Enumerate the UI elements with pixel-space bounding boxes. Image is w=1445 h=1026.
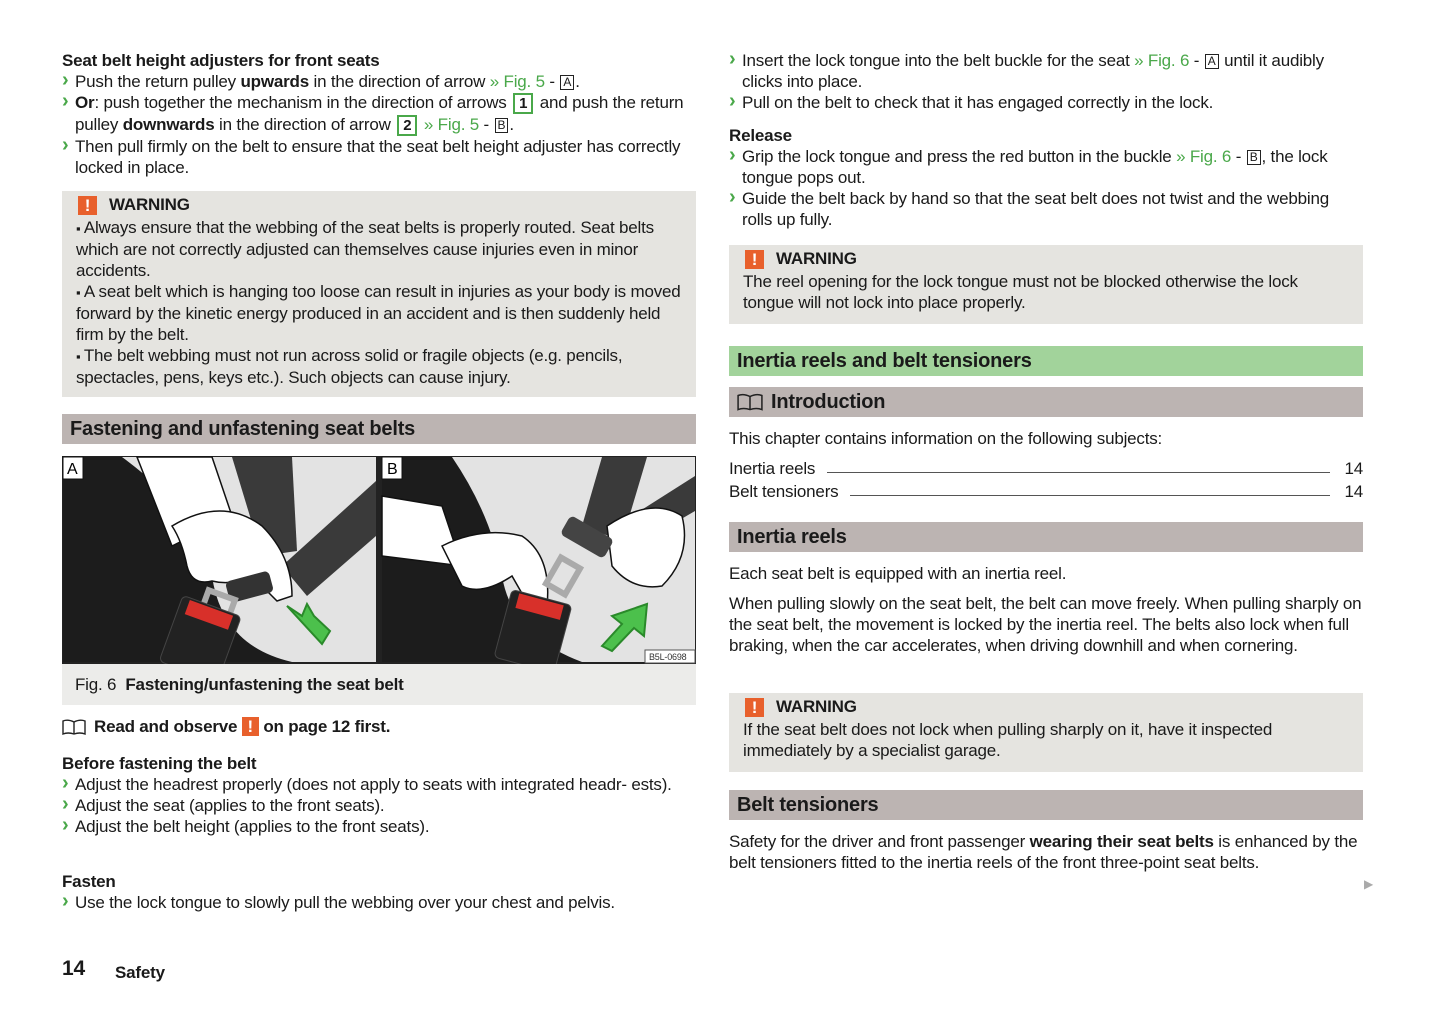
subheading: Release (729, 126, 792, 145)
toc-label: Belt tensioners (729, 482, 839, 501)
intro-header (729, 387, 1363, 417)
panel-label-b: B (387, 461, 398, 478)
warning-title: WARNING (109, 195, 190, 214)
before-fastening (62, 753, 696, 837)
text: is enhanced by the belt tensioners fitted to the inertia reels of the front three-point seat belts. (729, 832, 1358, 872)
warning-item: ▪ Always ensure that the webbing of the seat belts is properly routed. Seat belts which are not correctly adjusted can themselves cause injuries even in minor accidents. (76, 217, 682, 281)
chapter-title: Inertia reels and belt tensioners (729, 346, 1363, 376)
intro-text: This chapter contains information on the following subjects: (729, 429, 1163, 448)
step-item (62, 71, 696, 92)
text: - (544, 72, 560, 91)
section-title: Fastening and unfastening seat belts (62, 414, 696, 444)
paragraph: When pulling slowly on the seat belt, the belt can move freely. When pulling sharply on the seat belt, the movement is locked by the inertia reel. The belts also lock when full braking, when the car accelerates, when driving downhill and when cornering. (729, 594, 1362, 655)
page-number: 14 (62, 957, 85, 980)
text: Safety for the driver and front passenger (729, 832, 1030, 851)
continue-arrow-icon: ▶ (1364, 877, 1374, 891)
figure-code: B5L-0698 (649, 652, 687, 662)
fasten (62, 871, 696, 913)
toc (729, 458, 1363, 502)
warning-box (729, 245, 1363, 324)
figure-part-label: B (495, 118, 509, 133)
step-item (62, 795, 696, 816)
figure-number: Fig. 6 (75, 675, 117, 694)
insert-steps (729, 50, 1363, 113)
text: Insert the lock tongue into the belt buckle for the seat (742, 51, 1135, 70)
warning-icon: ! (242, 717, 259, 736)
height-adjusters (62, 50, 696, 178)
text: and push the return pulley (75, 93, 684, 134)
step-item (62, 774, 696, 795)
text: Then pull firmly on the belt to ensure that the seat belt height adjuster has correctly locked in place. (75, 137, 681, 177)
text: : push together the mechanism in the direction of arrows (94, 93, 512, 112)
step-item (729, 50, 1363, 92)
text: in the direction of arrow (309, 72, 490, 91)
toc-item[interactable] (729, 458, 1363, 479)
text: , the lock tongue pops out. (742, 147, 1328, 187)
warning-text: If the seat belt does not lock when pulling sharply on it, have it inspected immediately by a specialist garage. (743, 720, 1273, 760)
bold-text: wearing their seat belts (1029, 832, 1214, 851)
subheading: Seat belt height adjusters for front seats (62, 51, 380, 70)
text: until it audibly clicks into place. (742, 51, 1324, 91)
warning-text: The reel opening for the lock tongue must not be blocked otherwise the lock tongue will not lock into place properly. (743, 272, 1298, 312)
read-observe (62, 716, 696, 740)
belt-tensioners-title: Belt tensioners (729, 790, 1363, 820)
text: in the direction of arrow (214, 115, 396, 134)
inertia-reels-title: Inertia reels (729, 522, 1363, 552)
book-icon (737, 390, 763, 420)
text: Adjust the headrest properly (does not apply to seats with integrated headr- ests). (75, 775, 672, 794)
warning-item: ▪ The belt webbing must not run across solid or fragile objects (e.g. pencils, spectacles, pens, keys etc.). Such objects can cause injury. (76, 345, 682, 388)
step-item (62, 892, 696, 913)
figure-caption (62, 664, 696, 705)
warning-title: WARNING (776, 697, 857, 716)
panel-a (63, 457, 376, 664)
step-item (62, 136, 696, 178)
text: Pull on the belt to check that it has engaged correctly in the lock. (742, 93, 1214, 112)
figure-link[interactable]: » Fig. 5 (423, 115, 480, 134)
text: . (575, 72, 580, 91)
warning-box (729, 693, 1363, 772)
toc-label: Inertia reels (729, 459, 816, 478)
text: Use the lock tongue to slowly pull the webbing over your chest and pelvis. (75, 893, 615, 912)
read-observe-page: on page 12 first. (263, 717, 391, 736)
text: . (509, 115, 514, 134)
step-item (62, 92, 696, 136)
figure-part-label: A (1205, 54, 1219, 69)
panel-label-a: A (67, 461, 78, 478)
step-item (729, 92, 1363, 113)
text: Adjust the seat (applies to the front seats). (75, 796, 385, 815)
toc-page: 14 (1344, 459, 1363, 478)
subheading: Fasten (62, 872, 116, 891)
seat-belt-illustration (62, 456, 696, 664)
figure-part-label: A (560, 75, 574, 90)
subheading: Before fastening the belt (62, 754, 257, 773)
step-item (62, 816, 696, 837)
warning-icon: ! (745, 698, 764, 717)
figure-link[interactable]: » Fig. 6 (1176, 147, 1232, 166)
text: - (1231, 147, 1246, 166)
text: Push the return pulley (75, 72, 241, 91)
text: Grip the lock tongue and press the red button in the buckle (742, 147, 1177, 166)
warning-item: ▪ A seat belt which is hanging too loose can result in injuries as your body is moved forward by the kinetic energy produced in an accident and is then suddenly held firm by the belt. (76, 281, 682, 345)
figure-part-label: B (1247, 150, 1261, 165)
read-observe-text: Read and observe (94, 717, 238, 736)
book-icon (62, 719, 86, 740)
panel-b (382, 457, 695, 664)
step-item (729, 146, 1363, 188)
intro-title: Introduction (771, 391, 886, 413)
text: - (1189, 51, 1204, 70)
toc-item[interactable] (729, 481, 1363, 502)
text: Adjust the belt height (applies to the front seats). (75, 817, 430, 836)
bold-text: Or (75, 93, 95, 112)
bold-text: downwards (122, 115, 215, 134)
figure-6 (62, 456, 696, 664)
step-item (729, 188, 1363, 230)
toc-page: 14 (1344, 482, 1363, 501)
paragraph (729, 831, 1363, 873)
warning-title: WARNING (776, 249, 857, 268)
figure-link[interactable]: » Fig. 5 (489, 72, 545, 91)
figure-caption-text: Fastening/unfastening the seat belt (125, 675, 404, 694)
warning-box (62, 191, 696, 397)
warning-icon: ! (78, 196, 97, 215)
footer-section: Safety (115, 963, 165, 982)
bold-text: upwards (240, 72, 310, 91)
figure-link[interactable]: » Fig. 6 (1134, 51, 1190, 70)
text: Guide the belt back by hand so that the seat belt does not twist and the webbing rolls up fully. (742, 189, 1329, 229)
warning-icon: ! (745, 250, 764, 269)
arrow-number: 1 (513, 93, 533, 114)
text: - (479, 115, 494, 134)
arrow-number: 2 (397, 115, 417, 136)
release (729, 125, 1363, 230)
paragraph: Each seat belt is equipped with an inertia reel. (729, 564, 1067, 583)
